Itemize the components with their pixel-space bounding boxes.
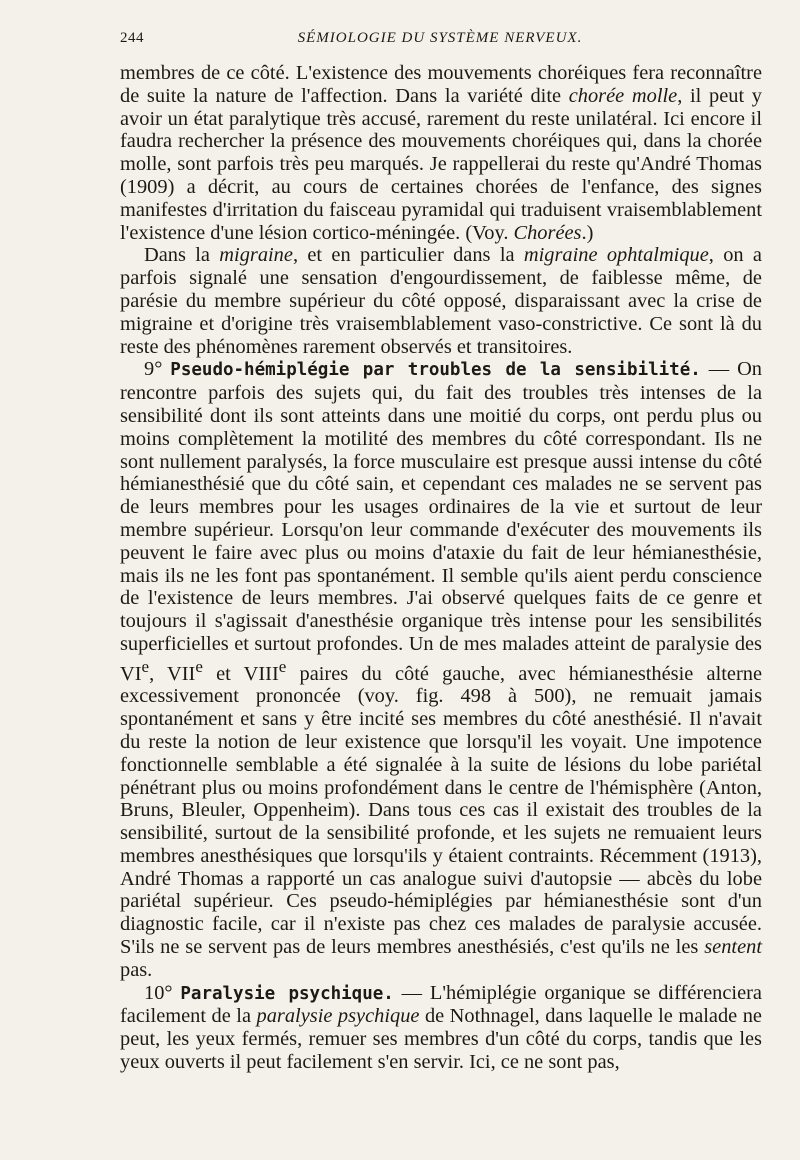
running-title: SÉMIOLOGIE DU SYSTÈME NERVEUX. bbox=[297, 30, 583, 46]
cross-reference: Chorées bbox=[513, 221, 582, 244]
paragraph-migraine: Dans la migraine, et en particulier dans la migraine ophtalmique, on a parfois signalé une sensation d'engourdissement, de faiblesse même, de parésie du membre supérieur du côté opposé, disparaissant avec la crise de migraine et d'origine très vraisemblablement vaso-constrictive. Ce sont là du reste des phénomènes rarement observés et transitoires. bbox=[120, 244, 762, 358]
paragraph-paralysie-psychique: 10° Paralysie psychique. — L'hémiplégie organique se différenciera facilement de la paralysie psychique de Nothnagel, dans laquelle le malade ne peut, les yeux fermés, remuer ses membres d'un côté du corps, tandis que les yeux ouverts il peut facilement s'en servir. Ici, ce ne sont pas, bbox=[120, 981, 762, 1074]
term-migraine-ophtalmique: migraine ophtalmique bbox=[523, 244, 709, 267]
running-head bbox=[120, 30, 760, 52]
paragraph-pseudo-hemiplegie: 9° Pseudo-hémiplégie par troubles de la sensibilité. — On rencontre parfois des sujets qui, du fait des troubles très intenses de la sensibilité dont ils sont atteints dans une moitié du corps, ont perdu plus ou moins complètement la motilité des membres du côté correspondant. Ils ne sont nullement paralysés, la force musculaire est presque aussi intense du côté hémianesthésié que du côté sain, et cependant ces malades ne se servent pas de leurs membres pour les usages ordinaires de la vie et surtout de leur membre supérieur. Lorsqu'on leur commande d'exécuter des mouvements ils peuvent le faire avec plus ou moins d'ataxie du fait de leur hémianesthésie, mais ils ne les font pas spontanément. Il semble qu'ils aient perdu conscience de l'existence de leurs membres. J'ai observé quelques faits de ce genre et toujours il s'agissait d'anesthésie organique très intense pour les sensibilités superficielles et surtout profondes. Un de mes malades atteint de paralysie des VIe, VIIe et VIIIe paires du côté gauche, avec hémianesthésie alterne excessivement prononcée (voy. fig. 498 à 500), ne remuait jamais spontanément et sans y être incité ses membres du côté anesthésié. Il n'avait du reste la notion de leur existence que lorsqu'il les voyait. Une impotence fonctionnelle semblable a été signalée à la suite de lésions du lobe pariétal pénétrant plus ou moins profondément dans le centre de l'hémisphère (Anton, Bruns, Bleuler, Oppenheim). Dans tous ces cas il existait des troubles de la sensibilité, surtout de la sensibilité profonde, et les sujets ne remuaient leurs membres anesthésiques que lorsqu'ils y étaient contraints. Récemment (1913), André Thomas a rapporté un cas analogue suivi d'autopsie — abcès du lobe pariétal supérieur. Ces pseudo-hémiplégies par hémianesthésie sont d'un diagnostic facile, car il n'existe pas chez ces malades de paralysie accusée. S'ils ne se servent pas de leurs membres anesthésiés, c'est qu'ils ne les sentent pas. bbox=[120, 358, 763, 981]
section-heading: Pseudo-hémiplégie par troubles de la sensibilité. bbox=[170, 360, 701, 381]
emphasis-sentent: sentent bbox=[704, 936, 762, 959]
term-choree-molle: chorée molle bbox=[568, 84, 678, 107]
term-migraine: migraine bbox=[219, 244, 293, 267]
body-text bbox=[120, 62, 762, 1074]
page-number: 244 bbox=[120, 30, 144, 46]
term-paralysie-psychique: paralysie psychique bbox=[256, 1005, 420, 1028]
paragraph-chorea: membres de ce côté. L'existence des mouvements choréiques fera reconnaître de suite la nature de l'affection. Dans la variété dite chorée molle, il peut y avoir un état paralytique très accusé, rarement du reste unilatéral. Ici encore il faudra rechercher la présence des mouvements choréiques qui, dans la chorée molle, sont parfois très peu marqués. Je rappellerai du reste qu'André Thomas (1909) a décrit, au cours de certaines chorées de l'enfance, des signes manifestes d'irritation du faisceau pyramidal qui traduisent vraisemblablement l'existence d'une lésion cortico-méningée. (Voy. Chorées.) bbox=[120, 62, 762, 244]
section-heading: Paralysie psychique. bbox=[180, 983, 394, 1004]
